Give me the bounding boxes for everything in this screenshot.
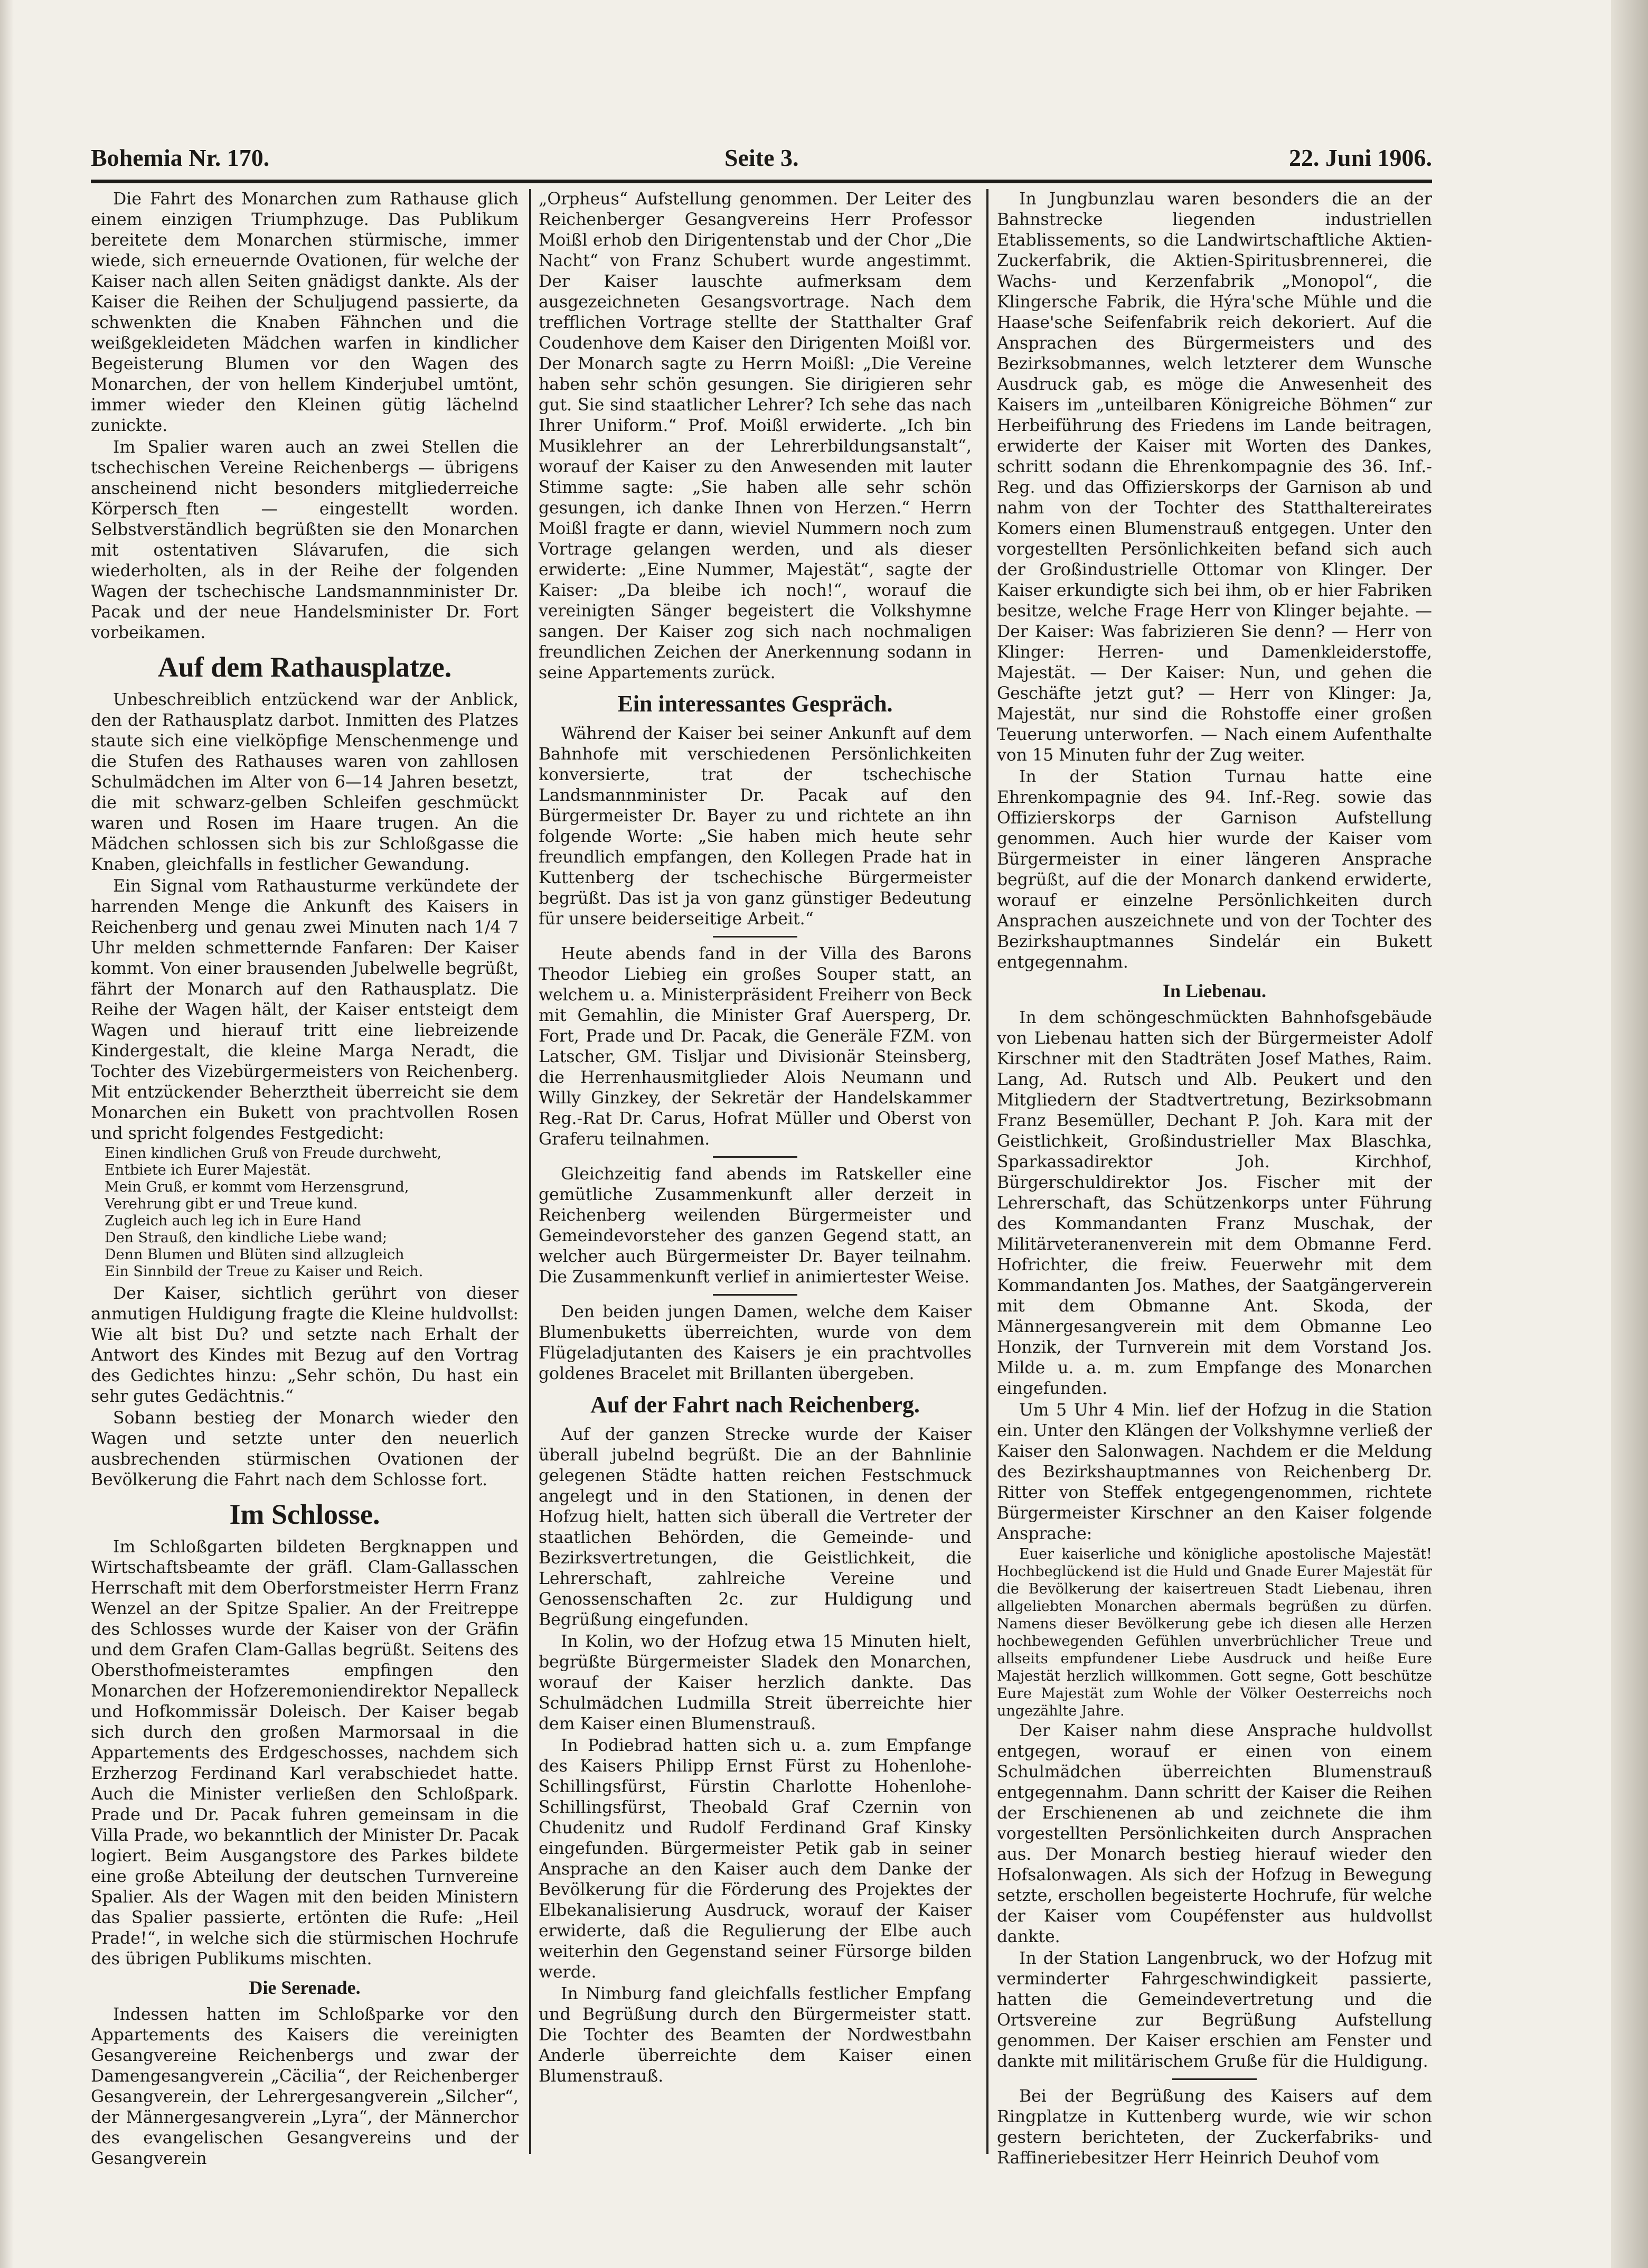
article-paragraph: In Kolin, wo der Hofzug etwa 15 Minuten hielt, begrüßte Bürgermeister Sladek den Monarchen, worauf der Kaiser herzlich dankte. Das Schulmädchen Ludmilla Streit überreichte hier dem Kaiser einen Blumenstrauß. xyxy=(539,1632,972,1733)
verse-line: Mein Gruß, er kommt vom Herzensgrund, xyxy=(105,1179,409,1195)
article-paragraph: Unbeschreiblich entzückend war der Anblick, den der Rathausplatz darbot. Inmitten des Platzes staute sich eine vielköpfige Menschenmenge und die Stufen des Rathauses waren von zahllosen Schulmädchen im Alter von 6—14 Jahren besetzt, die mit schwarz-gelben Schleifen geschmückt waren und Rosen im Haare trugen. An die Mädchen schlossen sich bis zur Schloßgasse die Knaben, gleichfalls in festlicher Gewandung. xyxy=(91,690,519,874)
separator-rule xyxy=(1172,2078,1257,2080)
verse-line: Zugleich auch leg ich in Eure Hand xyxy=(105,1213,362,1229)
section-heading-gespraech: Ein interessantes Gespräch. xyxy=(617,691,893,717)
verse-line: Einen kindlichen Gruß von Freude durchweht, xyxy=(105,1145,441,1161)
verse-line: Denn Blumen und Blüten sind allzugleich xyxy=(105,1247,404,1263)
header-publication: Bohemia Nr. 170. xyxy=(91,144,270,171)
verse-line: Den Strauß, den kindliche Liebe wand; xyxy=(105,1230,388,1246)
speech-paragraph: Euer kaiserliche und königliche apostolische Majestät! Hochbeglückend ist die Huld und Gnade Eurer Majestät für die Bevölkerung der kaisertreuen Stadt Liebenau, ihren allgeliebten Monarchen abermals begrüßen zu dürfen. Namens dieser Bevölkerung gebe ich diesen alle Herzen hochbewegenden Gefühlen unverbrüchlicher Treue und allseits empfundener Liebe Ausdruck und heiße Eure Majestät herzlich willkommen. Gott segne, Gott beschütze Eure Majestät zum Wohle der Völker Oesterreichs noch ungezählte Jahre. xyxy=(997,1546,1432,1719)
separator-rule xyxy=(713,1156,797,1158)
section-heading-liebenau: In Liebenau. xyxy=(1162,980,1267,1001)
article-paragraph: Während der Kaiser bei seiner Ankunft auf dem Bahnhofe mit verschiedenen Persönlichkeiten konversierte, trat der tschechische Landsmannminister Dr. Pacak auf den Bürgermeister Dr. Bayer zu und richtete an ihn folgende Worte: „Sie haben mich heute sehr freundlich empfangen, den Kollegen Prade hat in Kuttenberg der tschechische Bürgermeister begrüßt. Das ist ja von ganz günstiger Bedeutung für unsere beiderseitige Arbeit.“ xyxy=(539,724,972,929)
header-rule xyxy=(91,180,1432,183)
festgedicht-verse xyxy=(105,1145,519,1280)
article-paragraph: Im Schloßgarten bildeten Bergknappen und Wirtschaftsbeamte der gräfl. Clam-Gallasschen Herrschaft mit dem Oberforstmeister Herrn Franz Wenzel an der Spitze Spalier. An der Freitreppe des Schlosses wurde der Kaiser von der Gräfin und dem Grafen Clam-Gallas begrüßt. Seitens des Obersthofmeisteramtes empfingen den Monarchen der Hofzeremoniendirektor Nepalleck und Hofkommissär Doleisch. Der Kaiser begab sich durch den großen Marmorsaal in die Appartements des Erdgeschosses, nachdem sich Erzherzog Ferdinand Karl verabschiedet hatte. Auch die Minister verließen den Schloßpark. Prade und Dr. Pacak fuhren gemeinsam in die Villa Prade, wo bekanntlich der Minister Dr. Pacak logiert. Beim Ausgangstore des Parkes bildete eine große Abteilung der deutschen Turnvereine Spalier. Als der Wagen mit den beiden Ministern das Spalier passierte, ertönten die Rufe: „Heil Prade!“, in welche sich die stürmischen Hochrufe des übrigen Publikums mischten. xyxy=(91,1538,519,1969)
article-paragraph: „Orpheus“ Aufstellung genommen. Der Leiter des Reichenberger Gesangvereins Herr Professor Moißl erhob den Dirigentenstab und der Chor „Die Nacht“ von Franz Schubert wurde angestimmt. Der Kaiser lauschte aufmerksam dem ausgezeichneten Gesangsvortrage. Nach dem trefflichen Vortrage stellte der Statthalter Graf Coudenhove dem Kaiser den Dirigenten Moißl vor. Der Monarch sagte zu Herrn Moißl: „Die Vereine haben sehr schön gesungen. Sie dirigieren sehr gut. Sie sind staatlicher Lehrer? Ich sehe das nach Ihrer Uniform.“ Prof. Moißl erwiderte. „Ich bin Musiklehrer an der Lehrerbildungsanstalt“, worauf der Kaiser zu den Anwesenden mit lauter Stimme sagte: „Sie haben alle sehr schön gesungen, ich danke Ihnen von Herzen.“ Herrn Moißl fragte er dann, wieviel Nummern noch zum Vortrage gelangen werden, und als dieser erwiderte: „Eine Nummer, Majestät“, sagte der Kaiser: „Da bleibe ich noch!“, worauf die vereinigten Sänger begeistert die Volkshymne sangen. Der Kaiser zog sich nach nochmaligen freundlichen Zeichen der Anerkennung sodann in seine Appartements zurück. xyxy=(539,190,972,682)
article-paragraph: Auf der ganzen Strecke wurde der Kaiser überall jubelnd begrüßt. Die an der Bahnlinie gelegenen Städte hatten reichen Festschmuck angelegt und in den Stationen, in denen der Hofzug hielt, hatten sich überall die Vertreter der staatlichen Behörden, die Gemeinde- und Bezirksvertretungen, die Geistlichkeit, die Lehrerschaft, zahlreiche Vereine und Genossenschaften 2c. zur Huldigung und Begrüßung eingefunden. xyxy=(539,1425,972,1629)
article-paragraph: In der Station Turnau hatte eine Ehrenkompagnie des 94. Inf.-Reg. sowie das Offizierskorps der Garnison Aufstellung genommen. Auch hier wurde der Kaiser vom Bürgermeister in einer längeren Ansprache begrüßt, auf die der Monarch dankend erwiderte, worauf er einzelne Persönlichkeiten durch Ansprachen auszeichnete und von der Tochter des Bezirkshauptmannes Sindelár ein Bukett entgegennahm. xyxy=(997,767,1432,972)
section-heading-rathausplatz: Auf dem Rathausplatze. xyxy=(157,651,452,683)
column-2 xyxy=(539,189,972,2088)
article-paragraph: In Jungbunzlau waren besonders die an der Bahnstrecke liegenden industriellen Etablissements, so die Landwirtschaftliche Aktien-Zuckerfabrik, die Aktien-Spiritusbrennerei, die Wachs- und Kerzenfabrik „Monopol“, die Klingersche Fabrik, die Hýra'sche Mühle und die Haase'sche Seifenfabrik reich dekoriert. Auf die Ansprachen des Bürgermeisters und des Bezirksobmannes, welch letzterer dem Wunsche Ausdruck gab, es möge die Anwesenheit des Kaisers im „unteilbaren Königreiche Böhmen“ zur Herbeiführung des Friedens im Lande beitragen, erwiderte der Kaiser mit Worten des Dankes, schritt sodann die Ehrenkompagnie des 36. Inf.-Reg. und das Offizierskorps der Garnison ab und nahm von der Tochter des Statthaltereirates Komers einen Blumenstrauß entgegen. Unter den vorgestellten Persönlichkeiten befand sich auch der Großindustrielle Ottomar von Klinger. Der Kaiser erkundigte sich bei ihm, ob er hier Fabriken besitze, welche Frage Herr von Klinger bejahte. — Der Kaiser: Was fabrizieren Sie denn? — Herr von Klinger: Herren- und Damenkleiderstoffe, Majestät. — Der Kaiser: Nun, und gehen die Geschäfte jetzt gut? — Herr von Klinger: Ja, Majestät, nur sind die Rohstoffe einer großen Teuerung unterworfen. — Nach einem Aufenthalte von 15 Minuten fuhr der Zug weiter. xyxy=(997,190,1432,765)
article-paragraph: Gleichzeitig fand abends im Ratskeller eine gemütliche Zusammenkunft aller derzeit in Reichenberg weilenden Bürgermeister und Gemeindevorsteher des ganzen Gegend statt, an welcher auch Bürgermeister Dr. Bayer teilnahm. Die Zusammenkunft verlief in animiertester Weise. xyxy=(539,1165,972,1287)
header-page-number: Seite 3. xyxy=(724,144,799,171)
article-paragraph: In der Station Langenbruck, wo der Hofzug mit verminderter Fahrgeschwindigkeit passierte, hatten die Gemeindevertretung und die Ortsvereine zur Begrüßung Aufstellung genommen. Der Kaiser erschien am Fenster und dankte mit militärischem Gruße für die Huldigung. xyxy=(997,1949,1432,2071)
section-heading-serenade: Die Serenade. xyxy=(249,1977,361,1998)
separator-rule xyxy=(713,936,797,938)
verse-line: Verehrung gibt er und Treue kund. xyxy=(105,1196,358,1212)
article-paragraph: Ein Signal vom Rathausturme verkündete der harrenden Menge die Ankunft des Kaisers in Reichenberg und genau zwei Minuten nach 1/4 7 Uhr melden schmetternde Fanfaren: Der Kaiser kommt. Von einer brausenden Jubelwelle begrüßt, fährt der Monarch auf den Rathausplatz. Die Reihe der Wagen hält, der Kaiser entsteigt dem Wagen und hierauf tritt eine liebreizende Kindergestalt, die kleine Marga Neradt, die Tochter des Vizebürgermeisters von Reichenberg. Mit entzückender Beherztheit überreicht sie dem Monarchen ein Bukett von prachtvollen Rosen und spricht folgendes Festgedicht: xyxy=(91,877,519,1143)
verse-line: Ein Sinnbild der Treue zu Kaiser und Reich. xyxy=(105,1263,423,1280)
article-paragraph: Heute abends fand in der Villa des Barons Theodor Liebieg ein großes Souper statt, an welchem u. a. Ministerpräsident Freiherr von Beck mit Gemahlin, die Minister Graf Auersperg, Dr. Fort, Prade und Dr. Pacak, die Generäle FZM. von Latscher, GM. Tisljar und Divisionär Steinsberg, die Herrenhausmitglieder Alois Neumann und Willy Ginzkey, der Sekretär der Handelskammer Reg.-Rat Dr. Carus, Hofrat Müller und Oberst von Graferu teilnahmen. xyxy=(539,944,972,1149)
article-paragraph: Den beiden jungen Damen, welche dem Kaiser Blumenbuketts überreichten, wurde von dem Flügeladjutanten des Kaisers je ein prachtvolles goldenes Bracelet mit Brillanten übergeben. xyxy=(539,1302,972,1383)
section-heading-schlosse: Im Schlosse. xyxy=(229,1498,380,1530)
header-date: 22. Juni 1906. xyxy=(1289,144,1432,171)
section-heading-fahrt-reichenberg: Auf der Fahrt nach Reichenberg. xyxy=(590,1392,920,1418)
verse-line: Entbiete ich Eurer Majestät. xyxy=(105,1162,311,1178)
article-paragraph: Die Fahrt des Monarchen zum Rathause glich einem einzigen Triumphzuge. Das Publikum bereitete dem Monarchen stürmische, immer wiede, sich erneuernde Ovationen, für welche der Kaiser nach allen Seiten gnädigst dankte. Als der Kaiser die Reihen der Schuljugend passierte, da schwenkten die Knaben Fähnchen und die weißgekleideten Mädchen warfen in kindlicher Begeisterung Blumen vor den Wagen des Monarchen, der von hellem Kinderjubel umtönt, immer wieder den Kleinen gütig lächelnd zunickte. xyxy=(91,190,519,435)
article-paragraph: Der Kaiser, sichtlich gerührt von dieser anmutigen Huldigung fragte die Kleine huldvollst: Wie alt bist Du? und setzte nach Erhalt der Antwort des Kindes mit Bezug auf den Vortrag des Gedichtes hinzu: „Sehr schön, Du hast ein sehr gutes Gedächtnis.“ xyxy=(91,1284,519,1406)
article-paragraph: In Podiebrad hatten sich u. a. zum Empfange des Kaisers Philipp Ernst Fürst zu Hohenlohe-Schillingsfürst, Fürstin Charlotte Hohenlohe-Schillingsfürst, Theobald Graf Czernin von Chudenitz und Rudolf Ferdinand Graf Kinsky eingefunden. Bürgermeister Petik gab in seiner Ansprache an den Kaiser auch dem Danke der Bevölkerung für die Förderung des Projektes der Elbekanalisierung Ausdruck, worauf der Kaiser erwiderte, daß die Regulierung der Elbe auch weiterhin den Gegenstand seiner Fürsorge bilden werde. xyxy=(539,1736,972,1982)
column-1 xyxy=(91,189,519,2170)
column-3 xyxy=(997,189,1432,2170)
article-paragraph: In dem schöngeschmückten Bahnhofsgebäude von Liebenau hatten sich der Bürgermeister Adolf Kirschner mit den Stadträten Josef Mathes, Raim. Lang, Ad. Rutsch und Alb. Peukert und den Mitgliedern der Stadtvertretung, Bezirksobmann Franz Besemüller, Dechant P. Joh. Kara mit der Geistlichkeit, Großindustrieller Max Blaschka, Sparkassadirektor Joh. Kirchhof, Bürgerschuldirektor Jos. Fischer mit der Lehrerschaft, das Schützenkorps unter Führung des Kommandanten Franz Muschak, der Militärveteranenverein mit dem Obmanne Ferd. Hofrichter, die freiw. Feuerwehr mit dem Kommandanten Jos. Mathes, der Saatgängerverein mit dem Obmanne Ant. Skoda, der Männergesangverein mit dem Obmanne Leo Honzik, der Turnverein mit dem Vorstand Jos. Milde u. a. m. zum Empfange des Monarchen eingefunden. xyxy=(997,1008,1432,1398)
right-page-edge xyxy=(1611,0,1648,2268)
article-paragraph: Um 5 Uhr 4 Min. lief der Hofzug in die Station ein. Unter den Klängen der Volkshymne verließ der Kaiser den Salonwagen. Nachdem er die Meldung des Bezirkshauptmannes von Reichenberg Dr. Ritter von Steffek entgegengenommen, richtete Bürgermeister Kirschner an den Kaiser folgende Ansprache: xyxy=(997,1401,1432,1543)
article-paragraph: Der Kaiser nahm diese Ansprache huldvollst entgegen, worauf er einen von einem Schulmädchen überreichten Blumenstrauß entgegennahm. Dann schritt der Kaiser die Reihen der Erschienenen ab und zeichnete die ihm vorgestellten Persönlichkeiten durch Ansprachen aus. Der Monarch bestieg hierauf wieder den Hofsalonwagen. Als sich der Hofzug in Bewegung setzte, erschollen begeisterte Hochrufe, für welche der Kaiser vom Coupéfenster aus huldvollst dankte. xyxy=(997,1721,1432,1946)
column-divider-1 xyxy=(529,189,531,2154)
column-divider-2 xyxy=(986,189,988,2154)
article-paragraph: Bei der Begrüßung des Kaisers auf dem Ringplatze in Kuttenberg wurde, wie wir schon gestern berichteten, der Zuckerfabriks- und Raffineriebesitzer Herr Heinrich Deuhof vom xyxy=(997,2087,1432,2168)
article-paragraph: Indessen hatten im Schloßparke vor den Appartements des Kaisers die vereinigten Gesangvereine Reichenbergs und zwar der Damengesangverein „Cäcilia“, der Reichenberger Gesangverein, der Lehrergesangverein „Silcher“, der Männergesangverein „Lyra“, der Männerchor des evangelischen Gesangvereins und der Gesangverein xyxy=(91,2005,519,2168)
separator-rule xyxy=(713,1294,797,1296)
article-paragraph: In Nimburg fand gleichfalls festlicher Empfang und Begrüßung durch den Bürgermeister statt. Die Tochter des Beamten der Nordwestbahn Anderle überreichte dem Kaiser einen Blumenstrauß. xyxy=(539,1984,972,2086)
left-page-shadow xyxy=(0,0,14,2268)
article-paragraph: Im Spalier waren auch an zwei Stellen die tschechischen Vereine Reichenbergs — übrigens anscheinend nicht besonders mitgliederreiche Körpersch_ften — eingestellt worden. Selbstverständlich begrüßten sie den Monarchen mit ostentativen Slávarufen, die sich wiederholten, als in der Reihe der folgenden Wagen der tschechische Landsmannminister Dr. Pacak und der neue Handelsminister Dr. Fort vorbeikamen. xyxy=(91,438,519,642)
article-paragraph: Sobann bestieg der Monarch wieder den Wagen und setzte unter den neuerlich ausbrechenden stürmischen Ovationen der Bevölkerung die Fahrt nach dem Schlosse fort. xyxy=(91,1409,519,1489)
